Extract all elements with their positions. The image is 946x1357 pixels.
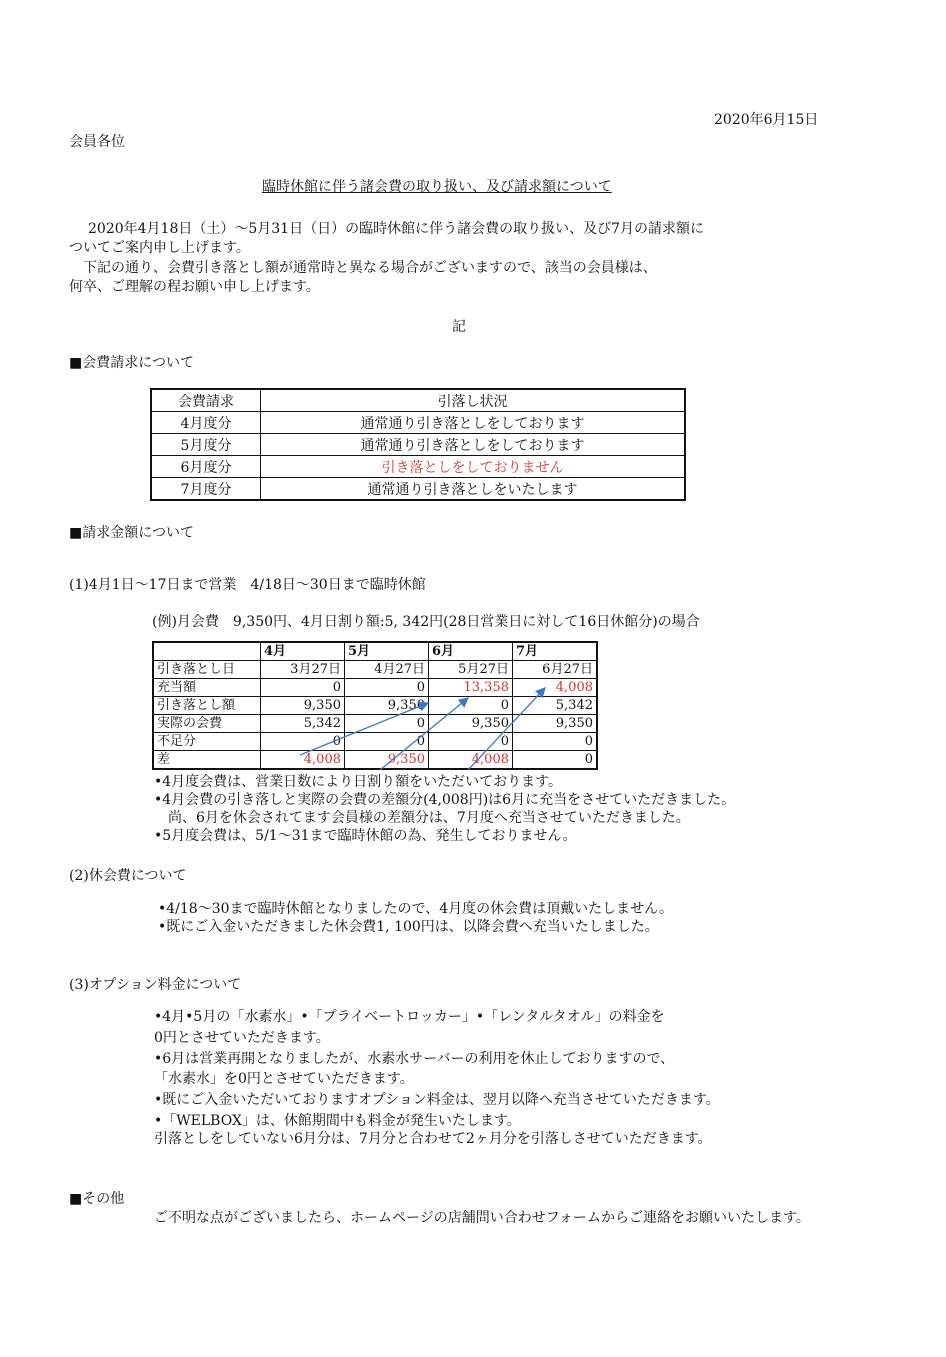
row-label: 充当額 bbox=[153, 679, 261, 697]
subsection-3-heading: (3)オプション料金について bbox=[69, 977, 242, 993]
amount-table bbox=[152, 641, 598, 770]
value-cell: 6月27日 bbox=[513, 661, 598, 679]
value-cell: 0 bbox=[429, 697, 513, 715]
table-row bbox=[153, 697, 597, 715]
intro-line-3: 下記の通り、会費引き落とし額が通常時と異なる場合がございますので、該当の会員様は、 bbox=[83, 260, 657, 276]
value-cell: 0 bbox=[513, 733, 598, 751]
header-cell: 会費請求 bbox=[151, 389, 261, 412]
section-billing-heading: ■会費請求について bbox=[69, 355, 194, 371]
section-amount-heading: ■請求金額について bbox=[69, 525, 194, 541]
month-header-row bbox=[153, 642, 597, 661]
addressee: 会員各位 bbox=[69, 134, 125, 150]
note-line: 尚、6月を休会されてます会員様の差額分は、7月度へ充当させていただきました。 bbox=[168, 810, 690, 826]
intro-line-2: ついてご案内申し上げます。 bbox=[69, 240, 250, 256]
month-cell: 7月度分 bbox=[151, 478, 261, 501]
intro-line-4: 何卒、ご理解の程お願い申し上げます。 bbox=[69, 279, 320, 295]
value-cell: 9,350 bbox=[345, 697, 429, 715]
status-cell: 引き落としをしておりません bbox=[261, 456, 686, 478]
table-row bbox=[153, 733, 597, 751]
status-cell: 通常通り引き落としをいたします bbox=[261, 478, 686, 501]
option-line: •「WELBOX」は、休館期間中も料金が発生いたします。 bbox=[154, 1113, 521, 1129]
value-cell: 0 bbox=[345, 679, 429, 697]
status-cell: 通常通り引き落としをしております bbox=[261, 412, 686, 434]
subsection-1-heading: (1)4月1日～17日まで営業 4/18日～30日まで臨時休館 bbox=[69, 577, 426, 593]
value-cell: 13,358 bbox=[429, 679, 513, 697]
month-header: 5月 bbox=[345, 642, 429, 661]
contact-text: ご不明な点がございましたら、ホームページの店舗問い合わせフォームからご連絡をお願いいたします。 bbox=[154, 1210, 810, 1226]
table-row bbox=[151, 456, 685, 478]
table-row bbox=[153, 715, 597, 733]
header-cell: 引落し状況 bbox=[261, 389, 686, 412]
month-header: 6月 bbox=[429, 642, 513, 661]
option-line: 0円とさせていただきます。 bbox=[154, 1030, 330, 1046]
value-cell: 4,008 bbox=[429, 751, 513, 770]
value-cell: 9,350 bbox=[345, 751, 429, 770]
intro-line-1: 2020年4月18日（土）～5月31日（日）の臨時休館に伴う諸会費の取り扱い、及び7月の請求額に bbox=[88, 221, 704, 237]
table-row bbox=[151, 412, 685, 434]
value-cell: 4,008 bbox=[261, 751, 345, 770]
value-cell: 0 bbox=[345, 733, 429, 751]
blank-cell bbox=[153, 642, 261, 661]
month-header: 4月 bbox=[261, 642, 345, 661]
month-cell: 5月度分 bbox=[151, 434, 261, 456]
subsection-2-heading: (2)休会費について bbox=[69, 868, 187, 884]
value-cell: 0 bbox=[513, 751, 598, 770]
value-cell: 0 bbox=[429, 733, 513, 751]
note-line: •5月度会費は、5/1～31まで臨時休館の為、発生しておりません。 bbox=[154, 828, 577, 844]
row-label: 不足分 bbox=[153, 733, 261, 751]
month-cell: 4月度分 bbox=[151, 412, 261, 434]
value-cell: 3月27日 bbox=[261, 661, 345, 679]
value-cell: 4,008 bbox=[513, 679, 598, 697]
table-row bbox=[151, 434, 685, 456]
page-title: 臨時休館に伴う諸会費の取り扱い、及び請求額について bbox=[262, 179, 612, 195]
value-cell: 9,350 bbox=[429, 715, 513, 733]
value-cell: 5,342 bbox=[261, 715, 345, 733]
value-cell: 0 bbox=[261, 679, 345, 697]
value-cell: 5月27日 bbox=[429, 661, 513, 679]
value-cell: 9,350 bbox=[261, 697, 345, 715]
note-line: •4月会費の引き落しと実際の会費の差額分(4,008円)は6月に充当をさせていただきました。 bbox=[154, 792, 736, 808]
status-cell: 通常通り引き落としをしております bbox=[261, 434, 686, 456]
section-other-heading: ■その他 bbox=[69, 1191, 125, 1207]
option-line: 引落としをしていない6月分は、7月分と合わせて2ヶ月分を引落しさせていただきます。 bbox=[154, 1131, 712, 1147]
rest-fee-line: •4/18～30まで臨時休館となりましたので、4月度の休会費は頂戴いたしません。 bbox=[158, 901, 673, 917]
value-cell: 5,342 bbox=[513, 697, 598, 715]
row-label: 差 bbox=[153, 751, 261, 770]
month-cell: 6月度分 bbox=[151, 456, 261, 478]
row-label: 実際の会費 bbox=[153, 715, 261, 733]
table-row bbox=[151, 478, 685, 501]
ki-heading: 記 bbox=[452, 319, 466, 335]
option-line: •既にご入金いただいておりますオプション料金は、翌月以降へ充当させていただきます。 bbox=[154, 1092, 720, 1108]
table-header-row bbox=[151, 389, 685, 412]
document-date: 2020年6月15日 bbox=[714, 112, 819, 128]
row-label: 引き落とし額 bbox=[153, 697, 261, 715]
month-header: 7月 bbox=[513, 642, 598, 661]
note-line: •4月度会費は、営業日数により日割り額をいただいております。 bbox=[154, 774, 563, 790]
billing-status-table bbox=[150, 388, 686, 501]
table-row bbox=[153, 679, 597, 697]
row-label: 引き落とし日 bbox=[153, 661, 261, 679]
option-line: •6月は営業再開となりましたが、水素水サーバーの利用を休止しておりますので、 bbox=[154, 1051, 675, 1067]
table-row bbox=[153, 661, 597, 679]
value-cell: 4月27日 bbox=[345, 661, 429, 679]
value-cell: 0 bbox=[261, 733, 345, 751]
example-text: (例)月会費 9,350円、4月日割り額:5, 342円(28日営業日に対して16日休館分)の場合 bbox=[152, 614, 700, 630]
rest-fee-line: •既にご入金いただきました休会費1, 100円は、以降会費へ充当いたしました。 bbox=[158, 919, 659, 935]
value-cell: 0 bbox=[345, 715, 429, 733]
option-line: •4月•5月の「水素水」•「プライベートロッカー」•「レンタルタオル」の料金を bbox=[154, 1009, 665, 1025]
value-cell: 9,350 bbox=[513, 715, 598, 733]
option-line: 「水素水」を0円とさせていただきます。 bbox=[154, 1071, 414, 1087]
table-row bbox=[153, 751, 597, 770]
